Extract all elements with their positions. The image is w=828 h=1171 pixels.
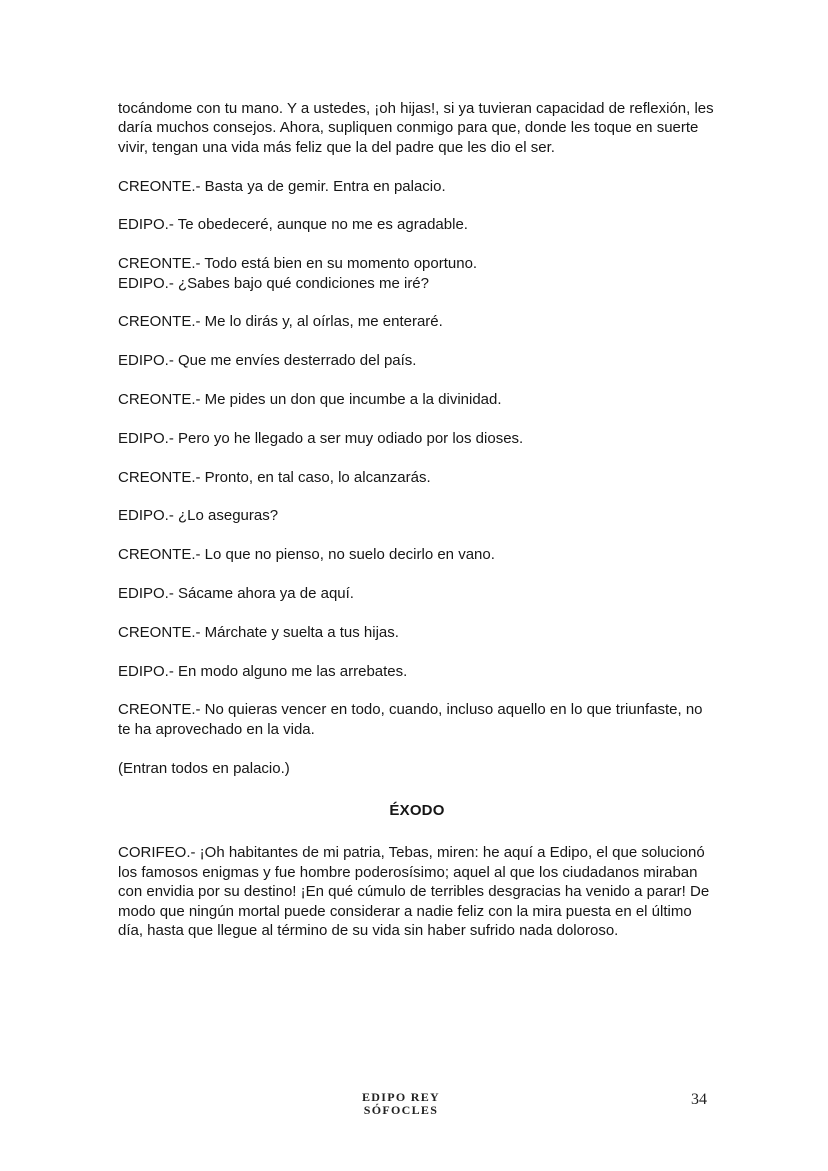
page-number: 34 bbox=[691, 1091, 707, 1108]
paragraph: CREONTE.- Me lo dirás y, al oírlas, me enteraré. bbox=[118, 313, 443, 331]
paragraph: CREONTE.- Lo que no pienso, no suelo decirlo en vano. bbox=[118, 546, 495, 564]
paragraph: EDIPO.- Que me envíes desterrado del país. bbox=[118, 352, 417, 370]
paragraph: CREONTE.- Basta ya de gemir. Entra en palacio. bbox=[118, 177, 446, 195]
paragraph: EDIPO.- Pero yo he llegado a ser muy odiado por los dioses. bbox=[118, 429, 524, 447]
paragraph: EDIPO.- Te obedeceré, aunque no me es agradable. bbox=[118, 216, 468, 234]
paragraph: EDIPO.- Sácame ahora ya de aquí. bbox=[118, 584, 354, 602]
paragraph: tocándome con tu mano. Y a ustedes, ¡oh hijas!, si ya tuvieran capacidad de reflexión, les daría muchos consejos. Ahora, supliquen conmigo para que, donde les toque en suerte vivir, tengan una vida más feliz que la del padre que les dio el ser. bbox=[118, 100, 714, 156]
paragraph: EDIPO.- ¿Lo aseguras? bbox=[118, 507, 279, 525]
paragraph: EDIPO.- En modo alguno me las arrebates. bbox=[118, 662, 408, 680]
paragraph: CREONTE.- Me pides un don que incumbe a la divinidad. bbox=[118, 391, 502, 408]
section-heading: ÉXODO bbox=[389, 801, 445, 819]
paragraph: (Entran todos en palacio.) bbox=[118, 759, 290, 777]
text-body bbox=[118, 99, 716, 940]
paragraph: CREONTE.- No quieras vencer en todo, cuando, incluso aquello en lo que triunfaste, no te ha aprovechado en la vida. bbox=[118, 701, 703, 738]
paragraph: CREONTE.- Todo está bien en su momento oportuno. bbox=[118, 255, 478, 273]
paragraph: CREONTE.- Márchate y suelta a tus hijas. bbox=[118, 623, 399, 641]
paragraph: CORIFEO.- ¡Oh habitantes de mi patria, Tebas, miren: he aquí a Edipo, el que solucionó los famosos enigmas y fue hombre poderosísimo; aquel al que los ciudadanos miraban con envidia por su destino! ¡En qué cúmulo de terribles desgracias ha venido a parar! De modo que ningún mortal puede considerar a nadie feliz con la mira puesta en el último día, hasta que llegue al término de su vida sin haber sufrido nada doloroso. bbox=[118, 844, 710, 940]
paragraph: CREONTE.- Pronto, en tal caso, lo alcanzarás. bbox=[118, 468, 431, 486]
footer-author: SÓFOCLES bbox=[363, 1103, 439, 1117]
footer-work-title: EDIPO REY bbox=[361, 1090, 441, 1104]
paragraph: EDIPO.- ¿Sabes bajo qué condiciones me iré? bbox=[118, 274, 429, 292]
